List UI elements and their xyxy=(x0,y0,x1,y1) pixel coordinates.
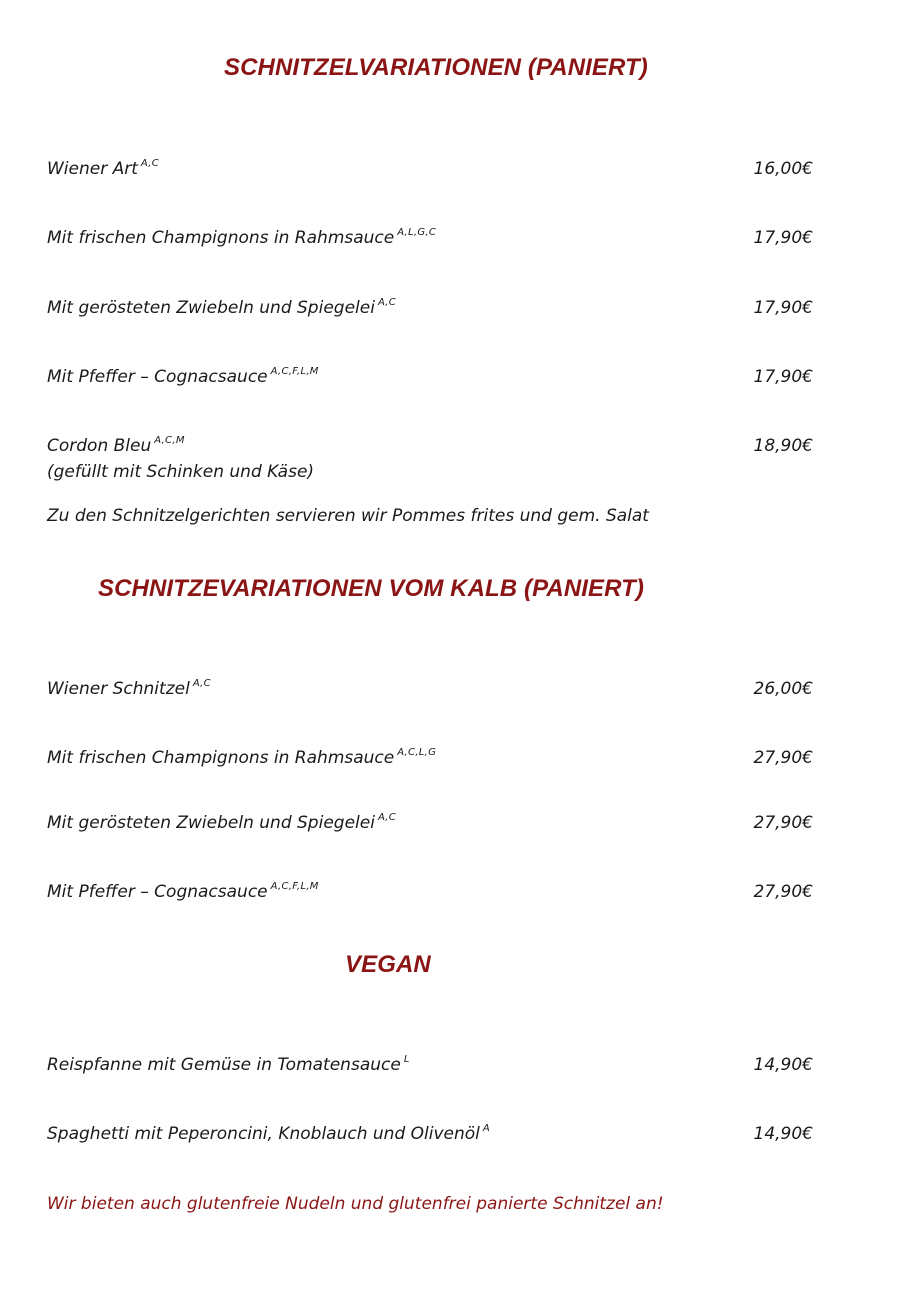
allergen-codes: A,C,F,L,M xyxy=(270,881,319,892)
item-price: 14,90€ xyxy=(753,1055,813,1075)
item-price: 27,90€ xyxy=(753,813,813,833)
section-title-schnitzel: SCHNITZELVARIATIONEN (PANIERT) xyxy=(224,54,648,81)
menu-item xyxy=(47,879,817,905)
item-name: Mit frischen Champignons in Rahmsauce xyxy=(47,748,395,768)
item-name: Mit gerösteten Zwiebeln und Spiegelei xyxy=(47,813,375,833)
item-name: Mit Pfeffer – Cognacsauce xyxy=(47,367,268,387)
item-name: Cordon Bleu xyxy=(47,436,152,456)
item-price: 16,00€ xyxy=(753,159,813,179)
menu-item xyxy=(47,295,817,321)
menu-item xyxy=(47,433,817,485)
item-name: Wiener Art xyxy=(47,159,138,179)
menu-item xyxy=(47,156,817,182)
allergen-codes: A,C xyxy=(377,812,397,823)
item-name: Mit Pfeffer – Cognacsauce xyxy=(47,882,268,902)
allergen-codes: A,C xyxy=(377,297,397,308)
menu-item xyxy=(47,745,817,771)
item-price: 17,90€ xyxy=(753,228,813,248)
item-name: Reispfanne mit Gemüse in Tomatensauce xyxy=(47,1055,401,1075)
menu-item xyxy=(47,364,817,390)
item-name: Mit gerösteten Zwiebeln und Spiegelei xyxy=(47,298,375,318)
item-price: 14,90€ xyxy=(753,1124,813,1144)
item-price: 26,00€ xyxy=(753,679,813,699)
item-name: Wiener Schnitzel xyxy=(47,679,190,699)
menu-item xyxy=(47,676,817,702)
allergen-codes: A,C,F,L,M xyxy=(270,366,319,377)
allergen-codes: A,C,M xyxy=(154,435,185,446)
allergen-codes: A,C,L,G xyxy=(397,747,437,758)
item-description: (gefüllt mit Schinken und Käse) xyxy=(47,462,315,482)
glutenfree-note: Wir bieten auch glutenfreie Nudeln und glutenfrei panierte Schnitzel an! xyxy=(47,1194,664,1214)
menu-item xyxy=(47,1052,817,1078)
allergen-codes: L xyxy=(403,1054,410,1065)
menu-item xyxy=(47,810,817,836)
item-price: 17,90€ xyxy=(753,298,813,318)
item-name: Mit frischen Champignons in Rahmsauce xyxy=(47,228,395,248)
menu-item xyxy=(47,1121,817,1147)
menu-item xyxy=(47,225,817,251)
item-price: 18,90€ xyxy=(753,436,813,456)
allergen-codes: A,C xyxy=(192,678,211,689)
side-dish-note: Zu den Schnitzelgerichten servieren wir Pommes frites und gem. Salat xyxy=(47,506,649,526)
allergen-codes: A,L,G,C xyxy=(397,227,437,238)
allergen-codes: A,C xyxy=(140,158,159,169)
item-name: Spaghetti mit Peperoncini, Knoblauch und Olivenöl xyxy=(47,1124,480,1144)
allergen-codes: A xyxy=(482,1123,491,1134)
section-title-vegan: VEGAN xyxy=(345,951,431,978)
item-price: 27,90€ xyxy=(753,748,813,768)
item-price: 17,90€ xyxy=(753,367,813,387)
item-price: 27,90€ xyxy=(753,882,813,902)
section-title-kalb: SCHNITZEVARIATIONEN VOM KALB (PANIERT) xyxy=(98,575,645,602)
